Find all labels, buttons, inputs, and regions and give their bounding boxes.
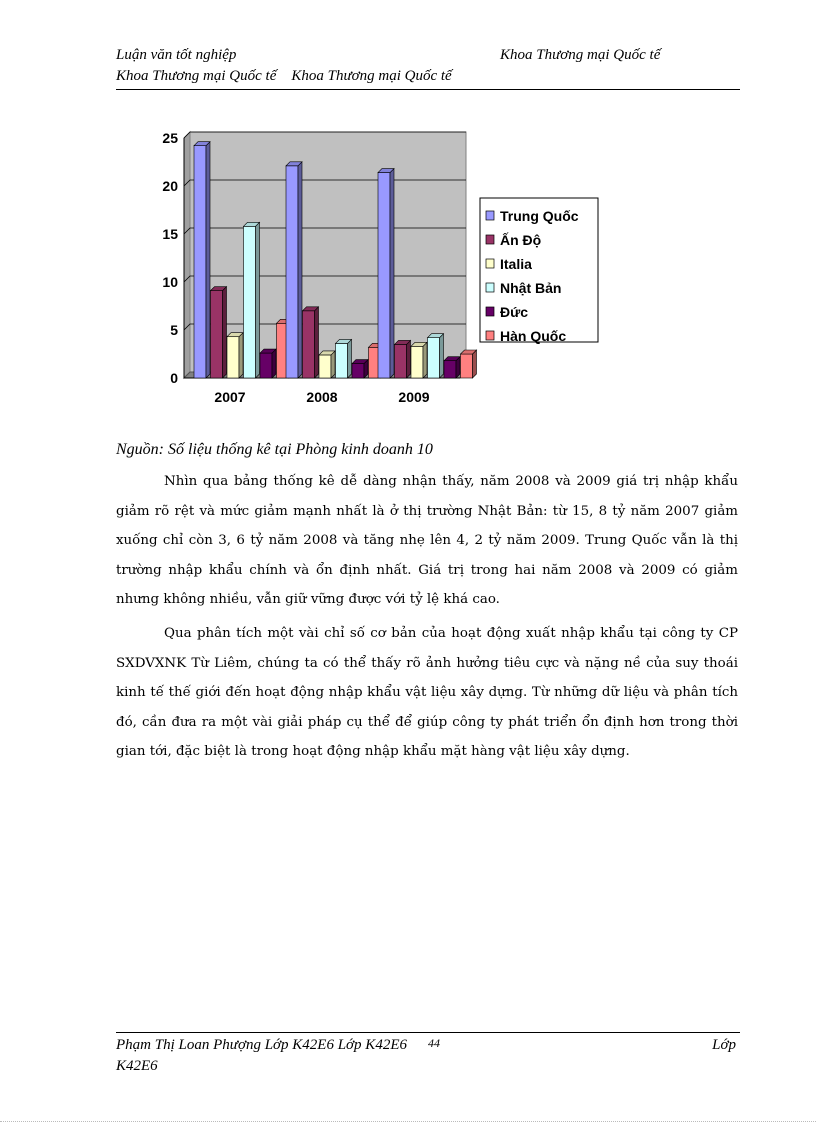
footer-class-label: Lớp bbox=[712, 1037, 736, 1053]
bar-side-2-2 bbox=[423, 342, 427, 378]
bar-2-0 bbox=[378, 173, 390, 378]
bar-side-1-1 bbox=[315, 307, 319, 378]
bar-side-0-1 bbox=[223, 287, 227, 378]
bar-2-2 bbox=[411, 346, 423, 378]
bar-side-1-2 bbox=[331, 351, 335, 378]
legend-swatch-3 bbox=[486, 283, 494, 292]
bar-0-1 bbox=[211, 291, 223, 378]
paragraph-1: Nhìn qua bảng thống kê dễ dàng nhận thấy, năm 2008 và 2009 giá trị nhập khẩu giảm rõ rệt và mức giảm mạnh nhất là ở thị trường Nhật Bản: từ 15, 8 tỷ năm 2007 giảm xuống chỉ còn 3, 6 tỷ năm 2008 và tăng nhẹ lên 4, 2 tỷ năm 2009. Trung Quốc vẫn là thị trường nhập khẩu chính và ổn định nhất. Giá trị trong hai năm 2008 và 2009 có giảm nhưng không nhiều, vẫn giữ vững được với tỷ lệ khá cao. bbox=[116, 474, 738, 607]
header-faculty-repeat: Khoa Thương mại Quốc tế Khoa Thương mại Quốc tế bbox=[116, 68, 452, 84]
x-tick-label: 2007 bbox=[214, 389, 246, 405]
chart-side-wall bbox=[184, 132, 190, 378]
legend-swatch-1 bbox=[486, 235, 494, 244]
y-tick-label: 15 bbox=[162, 226, 178, 242]
bar-2-5 bbox=[461, 354, 473, 378]
legend-label-4: Đức bbox=[500, 304, 529, 320]
y-tick-label: 10 bbox=[162, 274, 178, 290]
bar-1-3 bbox=[336, 343, 348, 378]
bar-side-0-2 bbox=[239, 333, 243, 378]
bar-side-2-3 bbox=[440, 334, 444, 378]
header-thesis-label: Luận văn tốt nghiệp bbox=[116, 47, 237, 63]
y-tick-label: 0 bbox=[170, 370, 178, 386]
bar-side-1-0 bbox=[298, 162, 302, 378]
legend-label-2: Italia bbox=[500, 256, 532, 272]
bar-1-2 bbox=[319, 355, 331, 378]
bar-0-4 bbox=[260, 353, 272, 378]
x-tick-label: 2008 bbox=[306, 389, 338, 405]
y-tick-label: 20 bbox=[162, 178, 178, 194]
bar-1-1 bbox=[303, 311, 315, 378]
bar-side-2-1 bbox=[407, 340, 411, 378]
legend-swatch-0 bbox=[486, 211, 494, 220]
legend-swatch-5 bbox=[486, 331, 494, 340]
footer-rule bbox=[116, 1032, 740, 1033]
bar-0-0 bbox=[194, 146, 206, 378]
footer-class-code: K42E6 bbox=[116, 1058, 158, 1074]
legend-swatch-4 bbox=[486, 307, 494, 316]
bar-1-4 bbox=[352, 364, 364, 378]
bar-side-1-3 bbox=[348, 339, 352, 378]
bar-0-3 bbox=[244, 226, 256, 378]
y-tick-label: 25 bbox=[162, 130, 178, 146]
legend-label-0: Trung Quốc bbox=[500, 208, 579, 224]
header-faculty-label: Khoa Thương mại Quốc tế bbox=[500, 47, 661, 63]
bar-2-3 bbox=[428, 338, 440, 378]
bar-1-0 bbox=[286, 166, 298, 378]
y-tick-label: 5 bbox=[170, 322, 178, 338]
page-footer bbox=[116, 1032, 740, 1077]
bar-2-1 bbox=[395, 344, 407, 378]
bar-2-4 bbox=[444, 361, 456, 378]
legend-label-5: Hàn Quốc bbox=[500, 328, 567, 344]
legend-swatch-2 bbox=[486, 259, 494, 268]
header-rule bbox=[116, 89, 740, 90]
import-value-chart bbox=[148, 124, 608, 414]
page-header bbox=[116, 47, 740, 90]
legend-label-1: Ấn Độ bbox=[500, 232, 542, 248]
page-edge-divider bbox=[0, 1121, 816, 1122]
bar-side-2-0 bbox=[390, 169, 394, 378]
footer-author: Phạm Thị Loan Phượng Lớp K42E6 Lớp K42E6 bbox=[116, 1037, 407, 1053]
x-tick-label: 2009 bbox=[398, 389, 430, 405]
bar-0-2 bbox=[227, 337, 239, 378]
bar-side-0-3 bbox=[256, 222, 260, 378]
bar-side-2-5 bbox=[473, 350, 477, 378]
bar-side-0-0 bbox=[206, 142, 210, 378]
legend-label-3: Nhật Bản bbox=[500, 280, 562, 296]
chart-source-note: Nguồn: Số liệu thống kê tại Phòng kinh doanh 10 bbox=[116, 441, 433, 458]
bar-side-0-4 bbox=[272, 349, 276, 378]
page-number: 44 bbox=[428, 1036, 440, 1050]
paragraph-2: Qua phân tích một vài chỉ số cơ bản của hoạt động xuất nhập khẩu tại công ty CP SXDVXNK Từ Liêm, chúng ta có thể thấy rõ ảnh hưởng tiêu cực và nặng nề của suy thoái kinh tế thế giới đến hoạt động nhập khẩu vật liệu xây dựng. Từ những dữ liệu và phân tích đó, cần đưa ra một vài giải pháp cụ thể để giúp công ty phát triển ổn định hơn trong thời gian tới, đặc biệt là trong hoạt động nhập khẩu mặt hàng vật liệu xây dựng. bbox=[116, 626, 738, 759]
